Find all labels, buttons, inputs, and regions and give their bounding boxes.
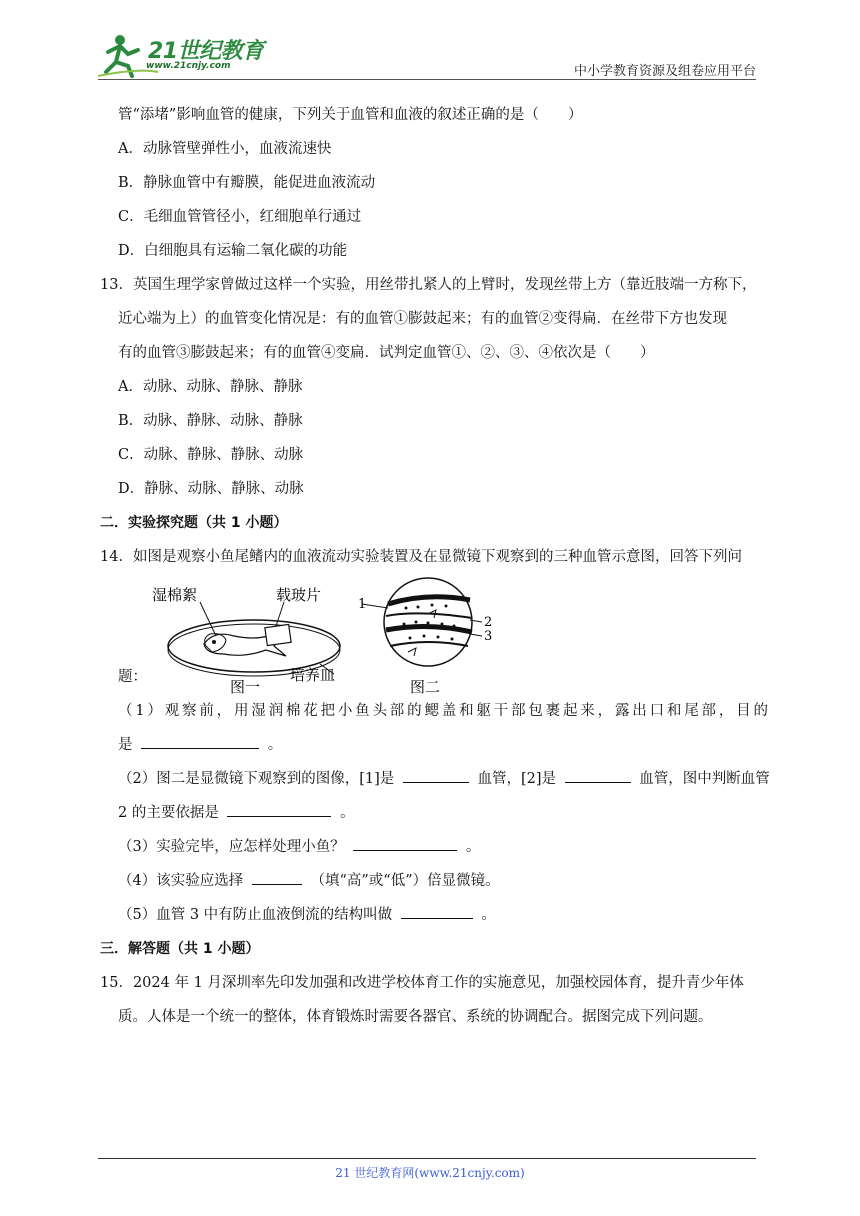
q12-option-d: D．白细胞具有运输二氧化碳的功能 <box>118 243 348 259</box>
q14-line-1: 14．如图是观察小鱼尾鳍内的血液流动实验装置及在显微镜下观察到的三种血管示意图，回答下列问 <box>100 549 742 565</box>
q14-p4-text: （4）该实验应选择 <box>118 873 244 889</box>
q14-p4-end: （填“高”或“低”）倍显微镜。 <box>310 873 500 889</box>
q13-option-a: A．动脉、动脉、静脉、静脉 <box>118 379 303 395</box>
q14-p1-end: 。 <box>267 737 283 753</box>
fig1-caption: 图一 <box>230 678 261 694</box>
q14-p2-text-e: 。 <box>340 805 355 821</box>
q15-line-2: 质。人体是一个统一的整体，体育锻炼时需要各器官、系统的协调配合。据图完成下列问题。 <box>118 1009 713 1025</box>
section-3-heading: 三．解答题（共 1 小题） <box>100 941 260 957</box>
q13-line-2: 近心端为上）的血管变化情况是：有的血管①膨鼓起来；有的血管②变得扁．在丝带下方也发现 <box>118 311 727 327</box>
q14-p5-end: 。 <box>481 907 496 923</box>
q13-option-c: C．动脉、静脉、静脉、动脉 <box>118 447 304 463</box>
answer-blank-2[interactable] <box>403 766 469 783</box>
section-2-heading: 二．实验探究题（共 1 小题） <box>100 515 288 531</box>
q12-option-a: A．动脉管壁弹性小，血液流速快 <box>118 141 332 157</box>
fish-dish-diagram <box>144 574 374 694</box>
answer-blank-4[interactable] <box>227 800 331 817</box>
q14-p3 <box>118 830 768 864</box>
page-header <box>0 0 860 90</box>
logo-text: 21世纪教育 <box>148 39 264 64</box>
q14-p3-end: 。 <box>465 839 481 855</box>
q14-p2-line-1 <box>118 762 768 796</box>
q12-option-b: B．静脉血管中有瓣膜，能促进血液流动 <box>118 175 376 191</box>
footer-divider <box>98 1158 756 1159</box>
answer-blank-6[interactable] <box>252 868 302 885</box>
label-dish: 培养皿 <box>290 666 336 684</box>
q14-p5-text: （5）血管 3 中有防止血液倒流的结构叫做 <box>118 907 393 923</box>
q15-line-1: 15．2024 年 1 月深圳率先印发加强和改进学校体育工作的实施意见，加强校园体育，提升青少年体 <box>100 975 744 991</box>
q14-line-2: 题： <box>118 669 147 685</box>
q14-p1-line-2 <box>118 728 768 762</box>
q14-p2-text-c: 血管，图中判断血管 <box>639 771 770 787</box>
q13-option-d: D．静脉、动脉、静脉、动脉 <box>118 481 304 497</box>
answer-blank-5[interactable] <box>353 834 457 851</box>
q13-line-3: 有的血管③膨鼓起来；有的血管④变扁．试判定血管①、②、③、④依次是（ ） <box>118 345 655 361</box>
q14-p2-text-d: 2 的主要依据是 <box>118 805 219 821</box>
footer-text: 21 世纪教育网(www.21cnjy.com) <box>335 1166 525 1180</box>
q14-p1-is: 是 <box>118 737 133 753</box>
blood-vessel-diagram <box>358 574 508 694</box>
q14-p2-line-2 <box>118 796 768 830</box>
q12-option-c: C．毛细血管管径小，红细胞单行通过 <box>118 209 362 225</box>
q14-p4 <box>118 864 768 898</box>
label-vessel-1: 1 <box>358 597 367 612</box>
q13-option-b: B．动脉、静脉、动脉、静脉 <box>118 413 303 429</box>
label-vessel-2: 2 <box>484 615 493 630</box>
header-platform-text: 中小学教育资源及组卷应用平台 <box>573 64 756 79</box>
answer-blank-1[interactable] <box>141 732 259 749</box>
q13-line-1: 13．英国生理学家曾做过这样一个实验，用丝带扎紧人的上臂时，发现丝带上方（靠近肢端一方称下， <box>100 277 757 293</box>
answer-blank-3[interactable] <box>565 766 631 783</box>
label-slide: 载玻片 <box>276 586 322 604</box>
q14-figures <box>118 574 768 694</box>
logo-url: www.21cnjy.com <box>146 61 231 71</box>
header-divider <box>98 79 756 80</box>
q14-p3-text: （3）实验完毕，应怎样处理小鱼？ <box>118 839 345 855</box>
q14-p1-line-1: （1）观察前，用湿润棉花把小鱼头部的鳃盖和躯干部包裹起来，露出口和尾部，目的 <box>118 703 768 719</box>
fig2-caption: 图二 <box>410 678 441 694</box>
q14-p2-text-a: （2）图二是显微镜下观察到的图像，[1]是 <box>118 771 395 787</box>
q14-p2-text-b: 血管，[2]是 <box>477 771 557 787</box>
label-vessel-3: 3 <box>484 629 493 644</box>
label-cotton: 湿棉絮 <box>152 586 198 604</box>
q14-p5 <box>118 898 768 932</box>
answer-blank-7[interactable] <box>401 902 473 919</box>
question-content <box>100 98 770 1034</box>
q12-stem: 管“添堵”影响血管的健康，下列关于血管和血液的叙述正确的是（ ） <box>118 107 583 123</box>
